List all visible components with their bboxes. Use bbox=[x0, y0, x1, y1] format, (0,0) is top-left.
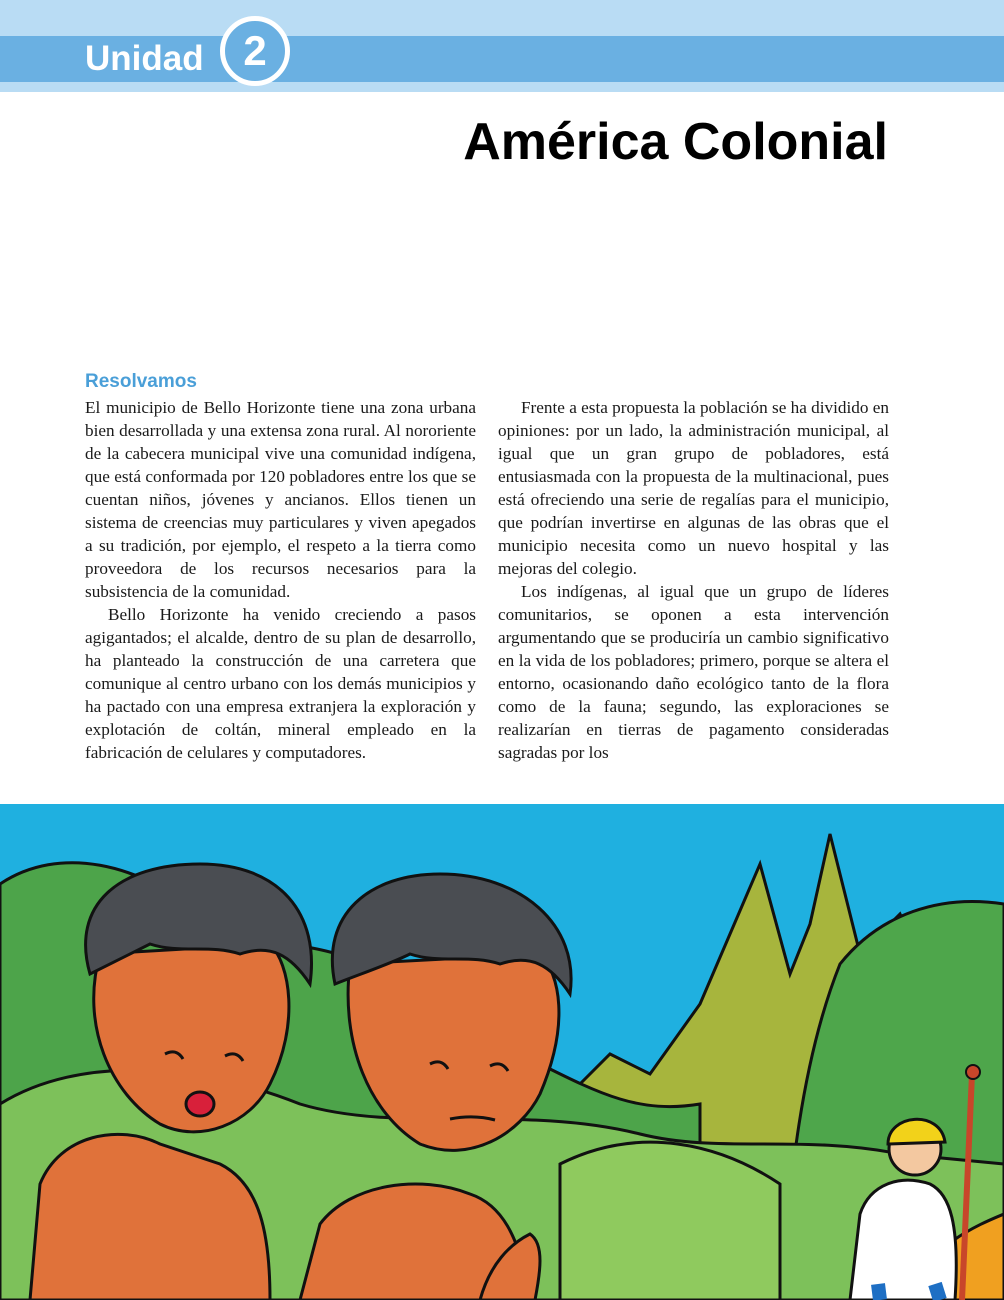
header-bottom-strip bbox=[0, 82, 1004, 92]
unit-number: 2 bbox=[243, 27, 267, 74]
unit-label: Unidad bbox=[85, 39, 204, 78]
illustration-indigenous-children-and-miner bbox=[0, 804, 1004, 1300]
text-column-right bbox=[498, 396, 889, 764]
paragraph: Bello Horizonte ha venido creciendo a pasos agigantados; el alcalde, dentro de su plan de desarrollo, ha planteado la construcción de una carretera que comunique al centro urbano con los demás municipios y ha pactado con una empresa extranjera la exploración y explotación de coltán, mineral empleado en la fabricación de celulares y computadores. bbox=[85, 605, 476, 762]
paragraph: El municipio de Bello Horizonte tiene una zona urbana bien desarrollada y una extensa zona rural. Al nororiente de la cabecera municipal vive una comunidad indígena, que está conformada por 120 pobladores entre los que se cuentan niños, jóvenes y ancianos. Ellos tienen un sistema de creencias muy particulares y viven apegados a su tradición, por ejemplo, el respeto a la tierra como proveedora de los recursos necesarios para la subsistencia de la comunidad. bbox=[85, 398, 476, 601]
text-column-left bbox=[85, 396, 476, 764]
section-heading: Resolvamos bbox=[85, 371, 197, 392]
paragraph: Los indígenas, al igual que un grupo de líderes comunitarios, se oponen a esta intervención argumentando que se produciría un cambio significativo en la vida de los pobladores; primero, porque se altera el entorno, ocasionando daño ecológico tanto de la flora como de la fauna; segundo, las exploraciones se realizarían en tierras de pagamento consideradas sagradas por los bbox=[498, 582, 889, 762]
page-title: América Colonial bbox=[463, 113, 888, 171]
meadow-patch bbox=[560, 1142, 780, 1300]
header-top-strip bbox=[0, 0, 1004, 36]
paragraph: Frente a esta propuesta la población se ha dividido en opiniones: por un lado, la administración municipal, al igual que un gran grupo de pobladores, está entusiasmada con la propuesta de la multinacional, pues está ofreciendo una serie de regalías para el municipio, que podrían invertirse en algunas de las obras que el municipio necesita como un nuevo hospital y las mejoras del colegio. bbox=[498, 398, 889, 578]
unit-number-badge bbox=[220, 16, 290, 86]
